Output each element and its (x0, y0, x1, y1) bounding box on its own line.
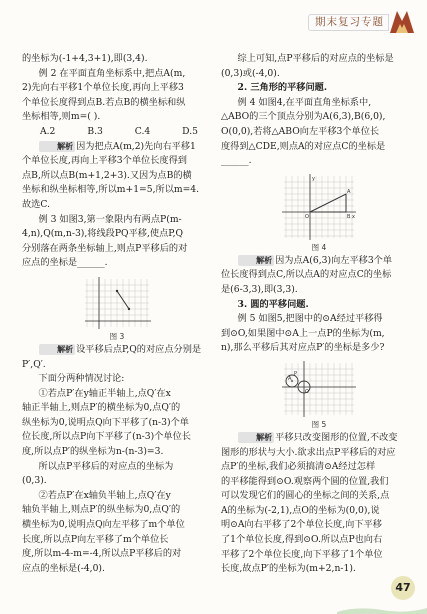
text-line: 下面分两种情况讨论: (38, 373, 125, 385)
example-2-line: 例 2 在平面直角坐标系中,把点A(m, (38, 67, 186, 79)
fig4-y-label: y (312, 175, 315, 182)
text-line: 2)先向右平移1个单位长度,再向上平移3 (22, 82, 184, 94)
fig5-p-label: P (294, 370, 298, 377)
analysis-text: 因为点A(6,3)向左平移3个单 (275, 254, 393, 266)
text-line: 度,所以m-4-m=-4,所以点P平移后的对 (22, 548, 182, 560)
fig5-a-label: A (288, 375, 292, 382)
text-line: n),那么平移后其对应点P′的坐标是多少? (221, 342, 385, 354)
text-line: 位长度得到点C,所以点A的对应点C的坐标 (221, 269, 392, 281)
fig5-o-label: O (305, 388, 309, 395)
text-line: 4,n),Q(m,n-3),将线段PQ平移,使点P,Q (22, 228, 184, 240)
text-line: 所以点P平移后的对应点的坐标为 (38, 460, 174, 472)
text-line: ②若点P′在x轴负半轴上,点Q′在y (38, 489, 171, 501)
text-line: 可以发现它们的圆心的坐标之间的关系,点 (221, 490, 390, 502)
text-line: 到⊙O,如果图中⊙A上一点P的坐标为(m, (221, 327, 385, 339)
text-line: 轴负半轴上,则点P′的纵坐标为0,点Q′的 (22, 504, 181, 516)
text-line: 度得到△CDE,则点A的对应点C的坐标是 (221, 140, 386, 152)
figure-4 (221, 172, 417, 254)
figure-3 (22, 275, 212, 343)
example-5-line: 例 5 如图5,把图中的⊙A经过平移得 (237, 313, 383, 325)
analysis-line (22, 140, 212, 155)
analysis-text: 平移只改变图形的位置,不改变 (275, 431, 398, 443)
section-heading: 3. 圆的平移问题. (237, 298, 309, 310)
left-column (22, 52, 212, 576)
answer-options (22, 125, 212, 140)
text-line: ①若点P′在y轴正半轴上,点Q′在x (38, 387, 171, 399)
text-line: 应点的坐标是______. (22, 257, 108, 269)
text-line: 轴正半轴上,则点P′的横坐标为0,点Q′的 (22, 402, 181, 414)
figure-3-grid (81, 275, 153, 331)
figure-5-caption: 图 5 (311, 419, 327, 429)
page-number: 47 (391, 576, 415, 600)
text-line: 坐标和纵坐标相等,所以m+1=5,所以m=4. (22, 184, 200, 196)
text-line: 的平移能得到⊙O.观察两个圆的位置,我们 (221, 475, 389, 487)
analysis-line (221, 431, 417, 446)
option-b: B.3 (87, 125, 103, 137)
text-line: 点B,所以点B(m+1,2+3).又因为点B的横 (22, 169, 192, 181)
text-line: 了1个单位长度,得到⊙O.所以点P也向右 (221, 534, 383, 546)
text-line: 坐标相等,则m=( ). (22, 111, 101, 123)
text-line: 长度,所以点P向左平移了m个单位长 (22, 533, 169, 545)
text-line: 故选C. (22, 198, 50, 210)
option-a: A.2 (40, 125, 56, 137)
text-line: 个单位长度得到点B.若点B的横坐标和纵 (22, 96, 186, 108)
fig4-x-label: x (352, 213, 355, 220)
right-column (221, 52, 417, 577)
text-line: 平移了2个单位长度,向下平移了1个单位 (221, 548, 383, 560)
text-line: 点P′的坐标,我们必须搞清⊙A经过怎样 (221, 461, 376, 473)
fig4-o-label: O (305, 213, 309, 220)
section-heading: 2. 三角形的平移问题. (237, 82, 328, 94)
figure-3-caption: 图 3 (109, 331, 125, 341)
text-line: 分别落在两条坐标轴上,则点P平移后的对 (22, 242, 188, 254)
figure-5 (221, 359, 417, 431)
text-line: 纵坐标为0,说明点Q向下平移了(n-3)个单 (22, 416, 189, 428)
text-line: A的坐标为(-2,1),点O的坐标为(0,0),说 (221, 504, 380, 516)
text-line: 长度,故点P′的坐标为(m+2,n-1). (221, 563, 356, 575)
text-line: 个单位长度,再向上平移3个单位长度得到 (22, 155, 187, 167)
analysis-line (22, 343, 212, 358)
figure-4-caption: 图 4 (311, 242, 327, 252)
example-3-line: 例 3 如图3,第一象限内有两点P(m- (38, 213, 182, 225)
fig4-b-label: B (347, 213, 351, 220)
text-line: 是(6-3,3),即(3,3). (221, 283, 298, 295)
text-line: 图形的形状与大小.欲求出点P平移后的对应 (221, 446, 396, 458)
text-line: 的坐标为(-1+4,3+1),即(3,4). (22, 53, 148, 64)
text-line: 综上可知,点P平移后的对应点的坐标是 (237, 53, 394, 64)
page-header (308, 10, 417, 34)
analysis-text: 因为把点A(m,2)先向右平移1 (76, 140, 196, 152)
figure-5-grid (280, 359, 358, 419)
text-line: 横坐标为0,说明点Q向左平移了m个单位 (22, 519, 185, 531)
analysis-badge: 解析 (238, 255, 275, 266)
text-line: 明⊙A向右平移了2个单位长度,向下平移 (221, 519, 382, 531)
fig4-a-label: A (347, 188, 351, 195)
text-line: (0,3). (22, 475, 47, 487)
analysis-badge: 解析 (39, 344, 76, 355)
analysis-badge: 解析 (39, 141, 76, 152)
option-c: C.4 (134, 125, 151, 137)
analysis-badge: 解析 (238, 432, 275, 443)
text-line: 度,所以点P′的纵坐标为n-(n-3)=3. (22, 446, 164, 458)
text-line: 应点的坐标是(-4,0). (22, 562, 105, 574)
analysis-text: 设平移后点P,Q的对应点分别是 (76, 343, 202, 355)
section-title: 期末复习专题 (308, 14, 389, 31)
text-line: O(0,0),若将△ABO向左平移3个单位长 (221, 125, 380, 137)
text-line: 位长度,所以点P向下平移了(n-3)个单位长 (22, 431, 191, 443)
footer-wave-decoration (337, 604, 427, 614)
example-4-line: 例 4 如图4,在平面直角坐标系中, (237, 96, 372, 108)
figure-4-grid (280, 172, 358, 242)
text-line: △ABO的三个顶点分别为A(6,3),B(6,0), (221, 111, 386, 123)
text-line: ______. (221, 155, 252, 167)
text-line: (0,3)或(-4,0). (221, 67, 280, 79)
book-logo-icon (387, 9, 417, 35)
option-d: D.5 (182, 125, 198, 137)
analysis-line (221, 254, 417, 269)
text-line: P′,Q′. (22, 358, 46, 370)
